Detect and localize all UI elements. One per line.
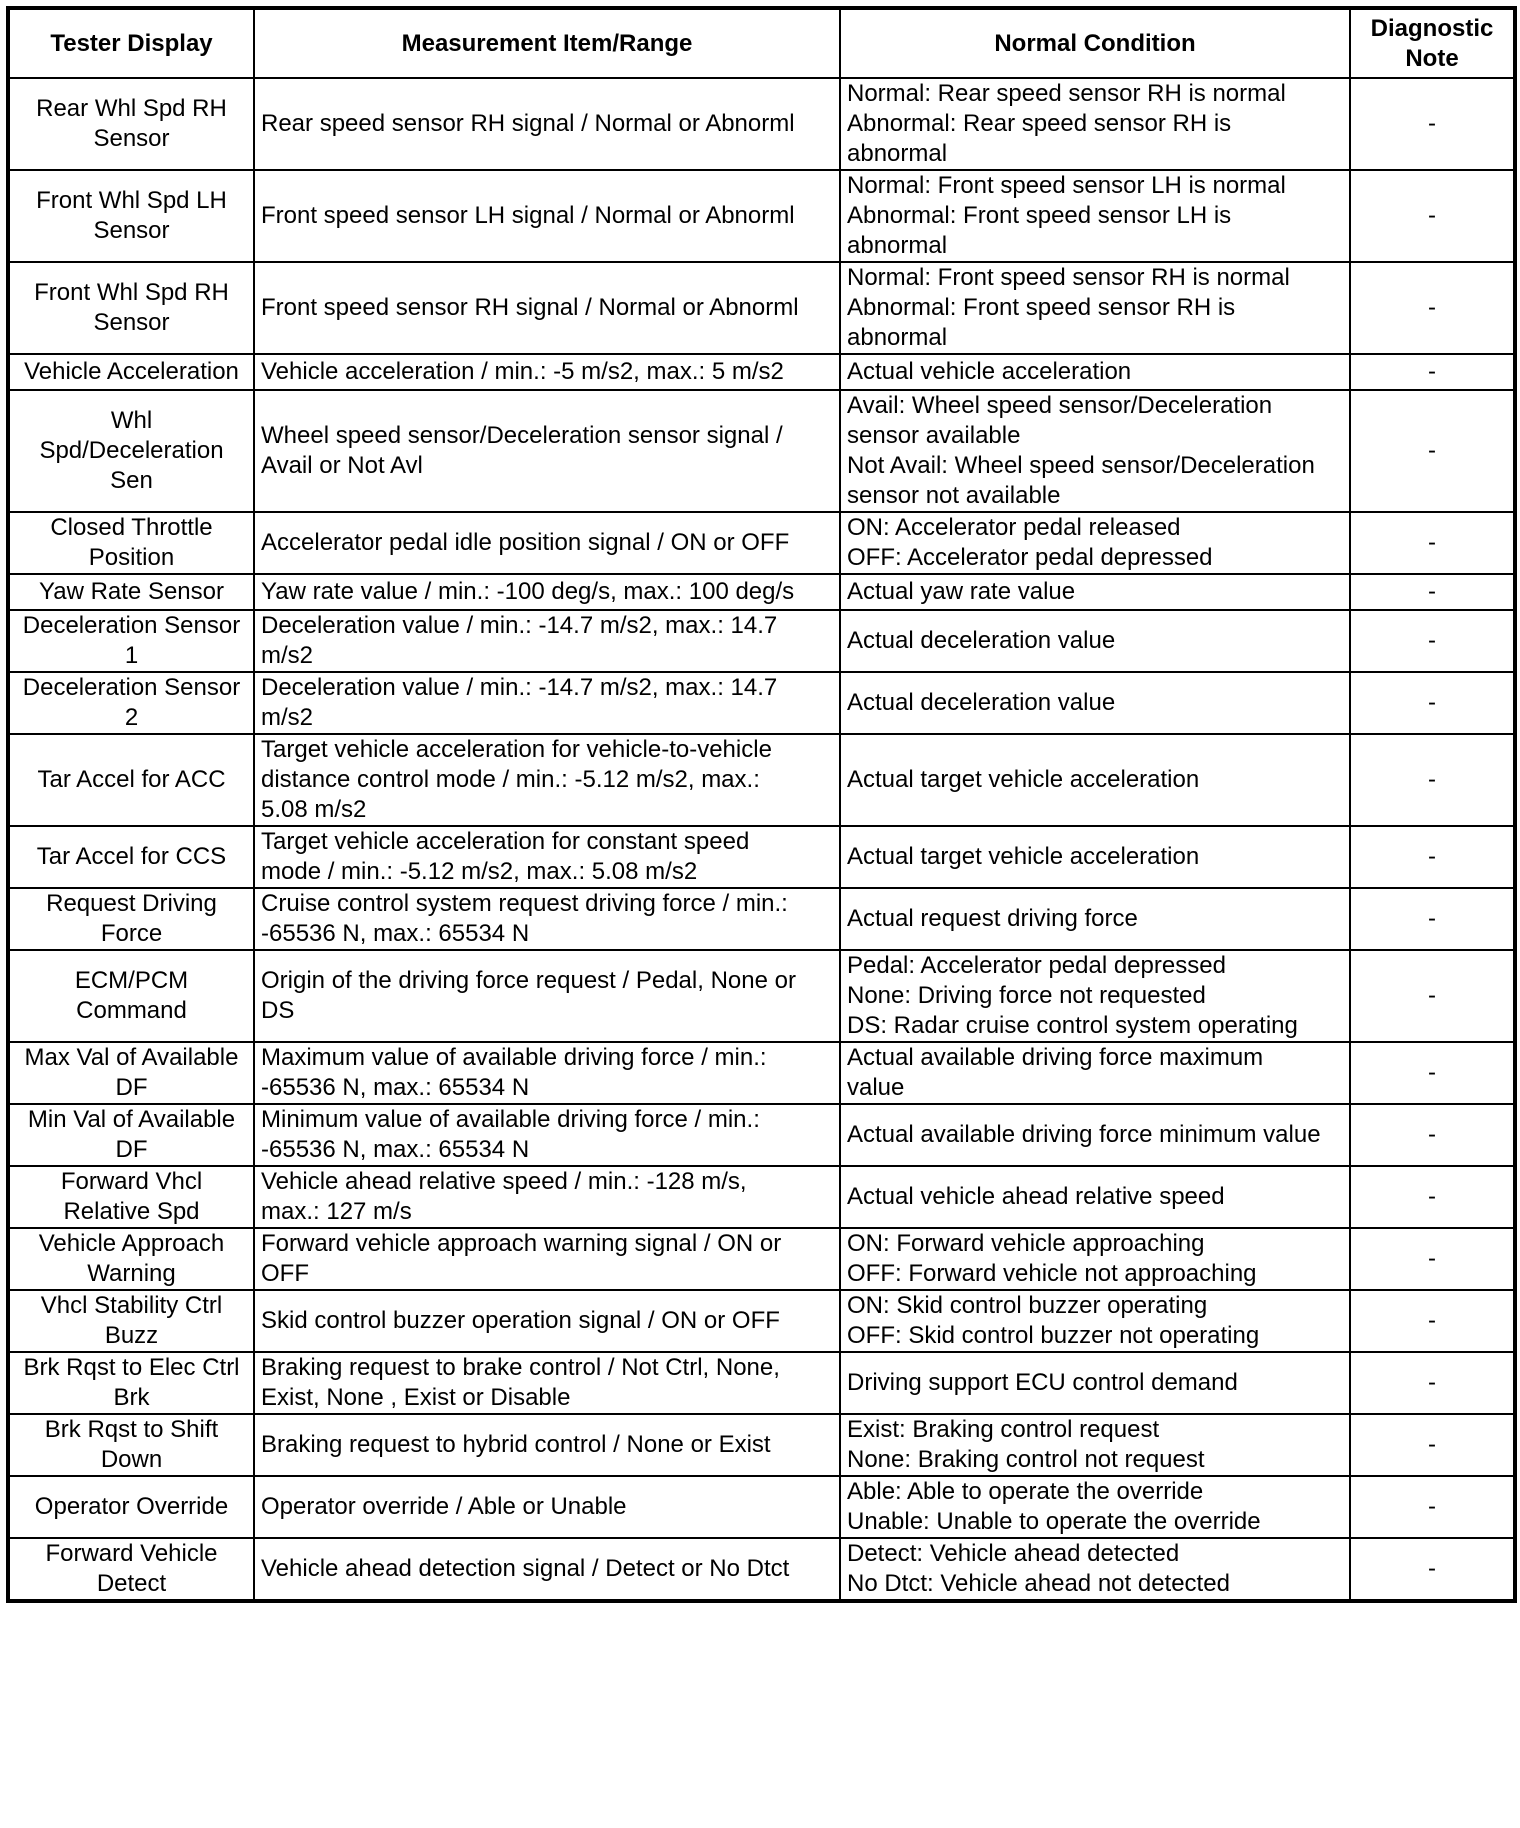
table-row xyxy=(9,574,1514,610)
tester-display-cell xyxy=(9,390,254,512)
measurement-cell xyxy=(254,1538,840,1600)
tester-display-cell-line: Front Whl Spd RH xyxy=(34,279,229,306)
measurement-cell xyxy=(254,1042,840,1104)
normal-condition-cell-line: Normal: Front speed sensor RH is normal xyxy=(847,264,1290,291)
tester-display-cell-line: Tar Accel for CCS xyxy=(36,843,227,870)
table-row xyxy=(9,354,1514,390)
header-normal-condition: Normal Condition xyxy=(840,9,1350,78)
header-diagnostic-line1: Diagnostic xyxy=(1370,14,1494,42)
measurement-cell-line: Deceleration value / min.: -14.7 m/s2, max.: 14.7 xyxy=(261,612,778,639)
tester-display-cell xyxy=(9,734,254,826)
tester-display-cell-line: Forward Vehicle xyxy=(45,1540,218,1567)
measurement-cell xyxy=(254,1290,840,1352)
measurement-cell-line: Minimum value of available driving force / min.: xyxy=(261,1106,760,1133)
measurement-cell-line: Origin of the driving force request / Pedal, None or xyxy=(261,967,796,994)
tester-display-cell-line: DF xyxy=(115,1136,148,1163)
tester-display-cell-line: Sensor xyxy=(93,125,170,152)
tester-display-cell-line: Sensor xyxy=(93,217,170,244)
diagnostic-note-cell: - xyxy=(1350,390,1514,512)
measurement-cell xyxy=(254,1352,840,1414)
normal-condition-cell-line: None: Driving force not requested xyxy=(847,982,1206,1009)
header-measurement: Measurement Item/Range xyxy=(254,9,840,78)
diagnostic-note-cell: - xyxy=(1350,512,1514,574)
measurement-cell-line: -65536 N, max.: 65534 N xyxy=(261,1074,530,1101)
measurement-cell xyxy=(254,1228,840,1290)
normal-condition-cell xyxy=(840,1538,1350,1600)
normal-condition-cell xyxy=(840,826,1350,888)
normal-condition-cell xyxy=(840,734,1350,826)
measurement-cell-line: Cruise control system request driving force / min.: xyxy=(261,890,788,917)
tester-display-cell xyxy=(9,354,254,390)
normal-condition-cell-line: Exist: Braking control request xyxy=(847,1416,1160,1443)
table-row xyxy=(9,826,1514,888)
tester-display-cell xyxy=(9,610,254,672)
tester-display-cell-line: Brk Rqst to Elec Ctrl xyxy=(23,1354,240,1381)
normal-condition-cell-line: Actual target vehicle acceleration xyxy=(847,766,1200,793)
normal-condition-cell xyxy=(840,950,1350,1042)
tester-display-cell xyxy=(9,512,254,574)
tester-display-cell xyxy=(9,1166,254,1228)
measurement-cell-line: Braking request to brake control / Not Ctrl, None, xyxy=(261,1354,780,1381)
measurement-cell-line: Exist, None , Exist or Disable xyxy=(261,1384,571,1411)
normal-condition-cell-line: Normal: Front speed sensor LH is normal xyxy=(847,172,1286,199)
table-row xyxy=(9,1352,1514,1414)
normal-condition-cell-line: OFF: Accelerator pedal depressed xyxy=(847,544,1213,571)
measurement-cell-line: DS xyxy=(261,997,295,1024)
normal-condition-cell-line: Not Avail: Wheel speed sensor/Deceleration xyxy=(847,452,1315,479)
normal-condition-cell xyxy=(840,610,1350,672)
normal-condition-cell xyxy=(840,1166,1350,1228)
diagnostic-note-cell: - xyxy=(1350,888,1514,950)
normal-condition-cell xyxy=(840,1414,1350,1476)
table-body xyxy=(9,78,1514,1600)
measurement-cell xyxy=(254,888,840,950)
measurement-cell xyxy=(254,672,840,734)
measurement-cell-line: Accelerator pedal idle position signal / ON or OFF xyxy=(261,529,790,556)
measurement-cell-line: m/s2 xyxy=(261,704,314,731)
measurement-cell-line: Front speed sensor RH signal / Normal or Abnorml xyxy=(261,294,799,321)
normal-condition-cell-line: OFF: Skid control buzzer not operating xyxy=(847,1322,1260,1349)
table-row xyxy=(9,1104,1514,1166)
measurement-cell xyxy=(254,826,840,888)
normal-condition-cell-line: Actual deceleration value xyxy=(847,627,1116,654)
table-row xyxy=(9,950,1514,1042)
tester-display-cell xyxy=(9,1476,254,1538)
diagnostic-note-cell: - xyxy=(1350,1104,1514,1166)
measurement-cell-line: OFF xyxy=(261,1260,309,1287)
diagnostic-note-cell: - xyxy=(1350,950,1514,1042)
table-row xyxy=(9,888,1514,950)
normal-condition-cell xyxy=(840,390,1350,512)
normal-condition-cell xyxy=(840,1476,1350,1538)
normal-condition-cell xyxy=(840,1228,1350,1290)
header-diagnostic-note xyxy=(1350,9,1514,78)
normal-condition-cell-line: Actual available driving force maximum xyxy=(847,1044,1264,1071)
tester-display-cell-line: Yaw Rate Sensor xyxy=(39,578,224,605)
normal-condition-cell-line: Actual available driving force minimum value xyxy=(847,1121,1321,1148)
tester-display-cell-line: Front Whl Spd LH xyxy=(36,187,227,214)
measurement-cell-line: Forward vehicle approach warning signal / ON or xyxy=(261,1230,782,1257)
tester-display-cell xyxy=(9,1352,254,1414)
measurement-cell-line: Wheel speed sensor/Deceleration sensor signal / xyxy=(261,422,783,449)
tester-display-cell-line: Buzz xyxy=(104,1322,159,1349)
header-tester-display: Tester Display xyxy=(9,9,254,78)
tester-display-cell-line: Down xyxy=(100,1446,163,1473)
tester-display-cell-line: Forward Vhcl xyxy=(60,1168,203,1195)
measurement-cell-line: Front speed sensor LH signal / Normal or Abnorml xyxy=(261,202,795,229)
measurement-cell-line: Target vehicle acceleration for constant speed xyxy=(261,828,750,855)
table-row xyxy=(9,1166,1514,1228)
measurement-cell xyxy=(254,390,840,512)
normal-condition-cell-line: None: Braking control not request xyxy=(847,1446,1205,1473)
normal-condition-cell-line: Normal: Rear speed sensor RH is normal xyxy=(847,80,1286,107)
diagnostic-note-cell: - xyxy=(1350,826,1514,888)
tester-display-cell-line: Deceleration Sensor xyxy=(22,674,241,701)
table-row xyxy=(9,610,1514,672)
normal-condition-cell-line: abnormal xyxy=(847,324,948,351)
normal-condition-cell-line: No Dtct: Vehicle ahead not detected xyxy=(847,1570,1230,1597)
table-row xyxy=(9,262,1514,354)
tester-display-cell-line: Sensor xyxy=(93,309,170,336)
diagnostic-note-cell: - xyxy=(1350,1228,1514,1290)
normal-condition-cell xyxy=(840,1290,1350,1352)
measurement-cell-line: Braking request to hybrid control / None or Exist xyxy=(261,1431,771,1458)
tester-display-cell-line: ECM/PCM xyxy=(74,967,189,994)
diagnostic-note-cell: - xyxy=(1350,1476,1514,1538)
measurement-cell xyxy=(254,354,840,390)
normal-condition-cell xyxy=(840,512,1350,574)
normal-condition-cell xyxy=(840,262,1350,354)
tester-display-cell-line: Warning xyxy=(87,1260,176,1287)
table-row xyxy=(9,170,1514,262)
measurement-cell-line: -65536 N, max.: 65534 N xyxy=(261,1136,530,1163)
tester-display-cell xyxy=(9,950,254,1042)
measurement-cell-line: max.: 127 m/s xyxy=(261,1198,412,1225)
normal-condition-cell-line: Actual yaw rate value xyxy=(847,578,1076,605)
diagnostic-note-cell: - xyxy=(1350,1538,1514,1600)
measurement-cell-line: m/s2 xyxy=(261,642,314,669)
normal-condition-cell-line: Abnormal: Front speed sensor LH is xyxy=(847,202,1232,229)
tester-display-cell-line: Closed Throttle xyxy=(50,514,213,541)
tester-display-cell-line: Relative Spd xyxy=(63,1198,200,1225)
table-row xyxy=(9,672,1514,734)
tester-display-cell-line: Command xyxy=(76,997,187,1024)
normal-condition-cell xyxy=(840,1042,1350,1104)
normal-condition-cell-line: Pedal: Accelerator pedal depressed xyxy=(847,952,1226,979)
normal-condition-cell-line: Actual vehicle ahead relative speed xyxy=(847,1183,1225,1210)
normal-condition-cell xyxy=(840,574,1350,610)
measurement-cell-line: Skid control buzzer operation signal / ON or OFF xyxy=(261,1307,780,1334)
tester-display-cell-line: Sen xyxy=(110,467,153,494)
tester-display-cell-line: Vehicle Approach xyxy=(38,1230,225,1257)
tester-display-cell xyxy=(9,1290,254,1352)
measurement-cell-line: mode / min.: -5.12 m/s2, max.: 5.08 m/s2 xyxy=(261,858,698,885)
measurement-cell-line: 5.08 m/s2 xyxy=(261,796,367,823)
table-row xyxy=(9,390,1514,512)
measurement-cell-line: Rear speed sensor RH signal / Normal or Abnorml xyxy=(261,110,795,137)
tester-display-cell xyxy=(9,826,254,888)
normal-condition-cell xyxy=(840,672,1350,734)
table-row xyxy=(9,1476,1514,1538)
measurement-cell-line: Maximum value of available driving force / min.: xyxy=(261,1044,767,1071)
tester-display-cell-line: Spd/Deceleration xyxy=(39,437,224,464)
diagnostic-note-cell: - xyxy=(1350,1290,1514,1352)
measurement-cell xyxy=(254,170,840,262)
measurement-cell xyxy=(254,78,840,170)
measurement-cell xyxy=(254,1104,840,1166)
tester-display-cell-line: Vehicle Acceleration xyxy=(24,358,239,385)
diagnostic-note-cell: - xyxy=(1350,610,1514,672)
tester-display-cell-line: Brk xyxy=(113,1384,150,1411)
normal-condition-cell-line: Abnormal: Rear speed sensor RH is xyxy=(847,110,1232,137)
normal-condition-cell-line: sensor not available xyxy=(847,482,1061,509)
normal-condition-cell-line: ON: Accelerator pedal released xyxy=(847,514,1181,541)
tester-display-cell-line: 1 xyxy=(124,642,139,669)
table-row xyxy=(9,1228,1514,1290)
measurement-cell-line: Target vehicle acceleration for vehicle-to-vehicle xyxy=(261,736,772,763)
measurement-cell-line: Deceleration value / min.: -14.7 m/s2, max.: 14.7 xyxy=(261,674,778,701)
diagnostic-note-cell: - xyxy=(1350,170,1514,262)
measurement-cell-line: Vehicle ahead detection signal / Detect or No Dtct xyxy=(261,1555,790,1582)
normal-condition-cell-line: OFF: Forward vehicle not approaching xyxy=(847,1260,1257,1287)
tester-display-cell xyxy=(9,1104,254,1166)
tester-display-cell xyxy=(9,1538,254,1600)
diagnostic-note-cell: - xyxy=(1350,1042,1514,1104)
tester-display-cell xyxy=(9,1042,254,1104)
tester-display-cell xyxy=(9,262,254,354)
header-diagnostic-line2: Note xyxy=(1405,44,1459,72)
tester-display-cell-line: 2 xyxy=(124,704,139,731)
normal-condition-cell-line: Actual vehicle acceleration xyxy=(847,358,1132,385)
measurement-cell-line: Operator override / Able or Unable xyxy=(261,1493,627,1520)
measurement-cell xyxy=(254,734,840,826)
table-row xyxy=(9,78,1514,170)
table-row xyxy=(9,512,1514,574)
tester-display-cell-line: Force xyxy=(100,920,163,947)
normal-condition-cell xyxy=(840,170,1350,262)
normal-condition-cell-line: ON: Skid control buzzer operating xyxy=(847,1292,1208,1319)
tester-display-cell-line: Whl xyxy=(110,407,153,434)
measurement-cell xyxy=(254,1414,840,1476)
measurement-cell xyxy=(254,1166,840,1228)
tester-display-cell xyxy=(9,78,254,170)
tester-display-cell xyxy=(9,1228,254,1290)
measurement-cell-line: Yaw rate value / min.: -100 deg/s, max.: 100 deg/s xyxy=(261,578,795,605)
normal-condition-cell-line: value xyxy=(847,1074,905,1101)
normal-condition-cell-line: Driving support ECU control demand xyxy=(847,1369,1238,1396)
table-row xyxy=(9,734,1514,826)
normal-condition-cell-line: DS: Radar cruise control system operating xyxy=(847,1012,1298,1039)
table-row xyxy=(9,1042,1514,1104)
tester-display-cell-line: Min Val of Available xyxy=(27,1106,236,1133)
normal-condition-cell-line: Actual target vehicle acceleration xyxy=(847,843,1200,870)
measurement-cell-line: distance control mode / min.: -5.12 m/s2, max.: xyxy=(261,766,760,793)
tester-display-cell-line: Tar Accel for ACC xyxy=(37,766,226,793)
normal-condition-cell-line: abnormal xyxy=(847,140,948,167)
normal-condition-cell-line: Avail: Wheel speed sensor/Deceleration xyxy=(847,392,1273,419)
measurement-cell xyxy=(254,610,840,672)
measurement-cell-line: -65536 N, max.: 65534 N xyxy=(261,920,530,947)
diagnostic-note-cell: - xyxy=(1350,1166,1514,1228)
tester-display-cell xyxy=(9,574,254,610)
diagnostic-note-cell: - xyxy=(1350,672,1514,734)
tester-display-cell-line: Vhcl Stability Ctrl xyxy=(40,1292,223,1319)
normal-condition-cell-line: Abnormal: Front speed sensor RH is xyxy=(847,294,1236,321)
tester-display-cell xyxy=(9,170,254,262)
measurement-cell-line: Vehicle acceleration / min.: -5 m/s2, max.: 5 m/s2 xyxy=(261,358,784,385)
tester-display-cell-line: Deceleration Sensor xyxy=(22,612,241,639)
measurement-cell xyxy=(254,574,840,610)
diagnostic-note-cell: - xyxy=(1350,734,1514,826)
measurement-cell xyxy=(254,262,840,354)
diagnostic-note-cell: - xyxy=(1350,354,1514,390)
measurement-cell-line: Vehicle ahead relative speed / min.: -128 m/s, xyxy=(261,1168,747,1195)
diagnostic-note-cell: - xyxy=(1350,262,1514,354)
measurement-cell-line: Avail or Not Avl xyxy=(261,452,423,479)
tester-display-cell-line: Position xyxy=(88,544,175,571)
table-row xyxy=(9,1414,1514,1476)
header-row xyxy=(9,9,1514,78)
diagnostic-note-cell: - xyxy=(1350,78,1514,170)
tester-display-cell-line: Operator Override xyxy=(34,1493,229,1520)
normal-condition-cell xyxy=(840,354,1350,390)
tester-display-cell xyxy=(9,888,254,950)
tester-display-cell-line: Brk Rqst to Shift xyxy=(44,1416,219,1443)
normal-condition-cell-line: sensor available xyxy=(847,422,1021,449)
normal-condition-cell-line: Actual deceleration value xyxy=(847,689,1116,716)
diagnostic-note-cell: - xyxy=(1350,1352,1514,1414)
normal-condition-cell-line: Actual request driving force xyxy=(847,905,1138,932)
normal-condition-cell xyxy=(840,1352,1350,1414)
diagnostic-note-cell: - xyxy=(1350,1414,1514,1476)
measurement-cell xyxy=(254,950,840,1042)
tester-display-cell-line: Rear Whl Spd RH xyxy=(36,95,227,122)
tester-display-cell xyxy=(9,672,254,734)
normal-condition-cell-line: abnormal xyxy=(847,232,948,259)
table-row xyxy=(9,1538,1514,1600)
table-row xyxy=(9,1290,1514,1352)
tester-display-cell-line: DF xyxy=(115,1074,148,1101)
measurement-cell xyxy=(254,512,840,574)
normal-condition-cell-line: Detect: Vehicle ahead detected xyxy=(847,1540,1180,1567)
normal-condition-cell-line: ON: Forward vehicle approaching xyxy=(847,1230,1205,1257)
normal-condition-cell xyxy=(840,888,1350,950)
tester-display-cell xyxy=(9,1414,254,1476)
normal-condition-cell xyxy=(840,1104,1350,1166)
normal-condition-cell xyxy=(840,78,1350,170)
normal-condition-cell-line: Able: Able to operate the override xyxy=(847,1478,1204,1505)
tester-display-cell-line: Max Val of Available xyxy=(24,1044,239,1071)
data-list-table xyxy=(8,8,1515,1601)
normal-condition-cell-line: Unable: Unable to operate the override xyxy=(847,1508,1261,1535)
tester-display-cell-line: Request Driving xyxy=(46,890,217,917)
diagnostic-note-cell: - xyxy=(1350,574,1514,610)
tester-display-cell-line: Detect xyxy=(96,1570,167,1597)
measurement-cell xyxy=(254,1476,840,1538)
